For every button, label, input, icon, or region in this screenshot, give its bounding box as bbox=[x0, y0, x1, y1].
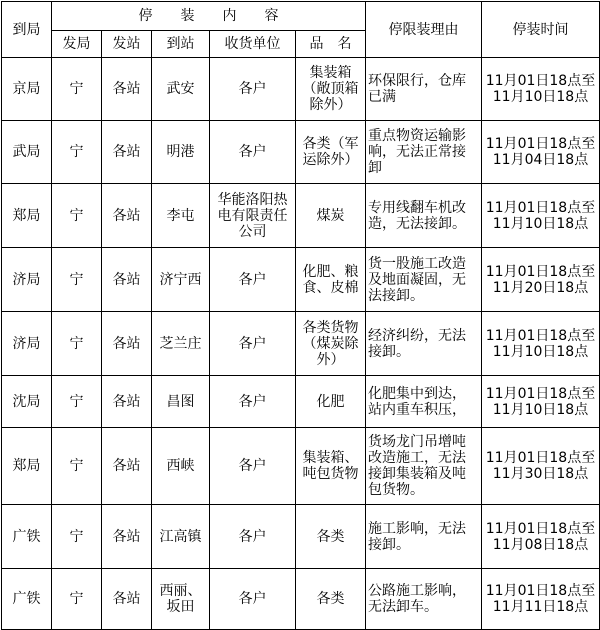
consignee-cell: 华能洛阳热电有限责任公司 bbox=[210, 184, 296, 248]
to-station-cell: 李屯 bbox=[152, 184, 210, 248]
dest-bureau-cell: 济局 bbox=[2, 248, 52, 312]
reason-cell: 经济纠纷，无法接卸。 bbox=[366, 312, 482, 376]
consignee-cell: 各户 bbox=[210, 312, 296, 376]
header-content-group: 停 装 内 容 bbox=[52, 2, 366, 31]
table-row bbox=[2, 58, 600, 121]
goods-cell: 化肥、粮食、皮棉 bbox=[296, 248, 366, 312]
origin-station-cell: 各站 bbox=[102, 58, 152, 121]
to-station-cell: 武安 bbox=[152, 58, 210, 121]
header-to-station: 到站 bbox=[152, 31, 210, 58]
time-cell: 11月01日18点至11月10日18点 bbox=[482, 376, 600, 428]
to-station-cell: 济宁西 bbox=[152, 248, 210, 312]
to-station-cell: 昌图 bbox=[152, 376, 210, 428]
reason-cell: 施工影响，无法接卸。 bbox=[366, 505, 482, 569]
consignee-cell: 各户 bbox=[210, 569, 296, 630]
origin-bureau-cell: 宁 bbox=[52, 505, 102, 569]
consignee-cell: 各户 bbox=[210, 58, 296, 121]
table-row bbox=[2, 569, 600, 630]
time-cell: 11月01日18点至11月10日18点 bbox=[482, 312, 600, 376]
reason-cell: 环保限行，仓库已满 bbox=[366, 58, 482, 121]
table-row bbox=[2, 248, 600, 312]
dest-bureau-cell: 武局 bbox=[2, 121, 52, 184]
header-origin-station: 发站 bbox=[102, 31, 152, 58]
header-origin-bureau: 发局 bbox=[52, 31, 102, 58]
goods-cell: 各类货物（煤炭除外） bbox=[296, 312, 366, 376]
origin-station-cell: 各站 bbox=[102, 569, 152, 630]
table-row bbox=[2, 121, 600, 184]
origin-bureau-cell: 宁 bbox=[52, 184, 102, 248]
to-station-cell: 江高镇 bbox=[152, 505, 210, 569]
table-row bbox=[2, 376, 600, 428]
time-cell: 11月01日18点至11月08日18点 bbox=[482, 505, 600, 569]
dest-bureau-cell: 郑局 bbox=[2, 428, 52, 505]
table-row bbox=[2, 184, 600, 248]
origin-station-cell: 各站 bbox=[102, 428, 152, 505]
dest-bureau-cell: 京局 bbox=[2, 58, 52, 121]
to-station-cell: 明港 bbox=[152, 121, 210, 184]
goods-cell: 集装箱、吨包货物 bbox=[296, 428, 366, 505]
reason-cell: 化肥集中到达，站内重车积压， bbox=[366, 376, 482, 428]
origin-bureau-cell: 宁 bbox=[52, 428, 102, 505]
header-dest-bureau: 到局 bbox=[2, 2, 52, 58]
time-cell: 11月01日18点至11月10日18点 bbox=[482, 58, 600, 121]
origin-bureau-cell: 宁 bbox=[52, 376, 102, 428]
origin-station-cell: 各站 bbox=[102, 248, 152, 312]
origin-bureau-cell: 宁 bbox=[52, 58, 102, 121]
origin-station-cell: 各站 bbox=[102, 505, 152, 569]
consignee-cell: 各户 bbox=[210, 121, 296, 184]
consignee-cell: 各户 bbox=[210, 428, 296, 505]
table-row bbox=[2, 312, 600, 376]
goods-cell: 煤炭 bbox=[296, 184, 366, 248]
reason-cell: 专用线翻车机改造，无法接卸。 bbox=[366, 184, 482, 248]
reason-cell: 重点物资运输影响，无法正常接卸 bbox=[366, 121, 482, 184]
time-cell: 11月01日18点至11月11日18点 bbox=[482, 569, 600, 630]
consignee-cell: 各户 bbox=[210, 376, 296, 428]
header-reason: 停限装理由 bbox=[366, 2, 482, 58]
dest-bureau-cell: 沈局 bbox=[2, 376, 52, 428]
table-row bbox=[2, 505, 600, 569]
header-time: 停装时间 bbox=[482, 2, 600, 58]
time-cell: 11月01日18点至11月30日18点 bbox=[482, 428, 600, 505]
goods-cell: 各类（军运除外） bbox=[296, 121, 366, 184]
goods-cell: 集装箱（敞顶箱除外） bbox=[296, 58, 366, 121]
origin-station-cell: 各站 bbox=[102, 121, 152, 184]
origin-station-cell: 各站 bbox=[102, 184, 152, 248]
table-row bbox=[2, 428, 600, 505]
origin-station-cell: 各站 bbox=[102, 376, 152, 428]
origin-bureau-cell: 宁 bbox=[52, 248, 102, 312]
time-cell: 11月01日18点至11月10日18点 bbox=[482, 184, 600, 248]
dest-bureau-cell: 郑局 bbox=[2, 184, 52, 248]
reason-cell: 货场龙门吊增吨改造施工，无法接卸集装箱及吨包货物。 bbox=[366, 428, 482, 505]
header-consignee: 收货单位 bbox=[210, 31, 296, 58]
origin-bureau-cell: 宁 bbox=[52, 121, 102, 184]
time-cell: 11月01日18点至11月04日18点 bbox=[482, 121, 600, 184]
origin-bureau-cell: 宁 bbox=[52, 569, 102, 630]
time-cell: 11月01日18点至11月20日18点 bbox=[482, 248, 600, 312]
dest-bureau-cell: 济局 bbox=[2, 312, 52, 376]
to-station-cell: 西峡 bbox=[152, 428, 210, 505]
to-station-cell: 芝兰庄 bbox=[152, 312, 210, 376]
reason-cell: 公路施工影响，无法卸车。 bbox=[366, 569, 482, 630]
restriction-table bbox=[1, 1, 600, 630]
dest-bureau-cell: 广铁 bbox=[2, 505, 52, 569]
dest-bureau-cell: 广铁 bbox=[2, 569, 52, 630]
to-station-cell: 西丽、坂田 bbox=[152, 569, 210, 630]
consignee-cell: 各户 bbox=[210, 248, 296, 312]
consignee-cell: 各户 bbox=[210, 505, 296, 569]
goods-cell: 各类 bbox=[296, 569, 366, 630]
origin-bureau-cell: 宁 bbox=[52, 312, 102, 376]
reason-cell: 货一股施工改造及地面凝固，无法接卸。 bbox=[366, 248, 482, 312]
header-goods: 品 名 bbox=[296, 31, 366, 58]
goods-cell: 化肥 bbox=[296, 376, 366, 428]
goods-cell: 各类 bbox=[296, 505, 366, 569]
origin-station-cell: 各站 bbox=[102, 312, 152, 376]
